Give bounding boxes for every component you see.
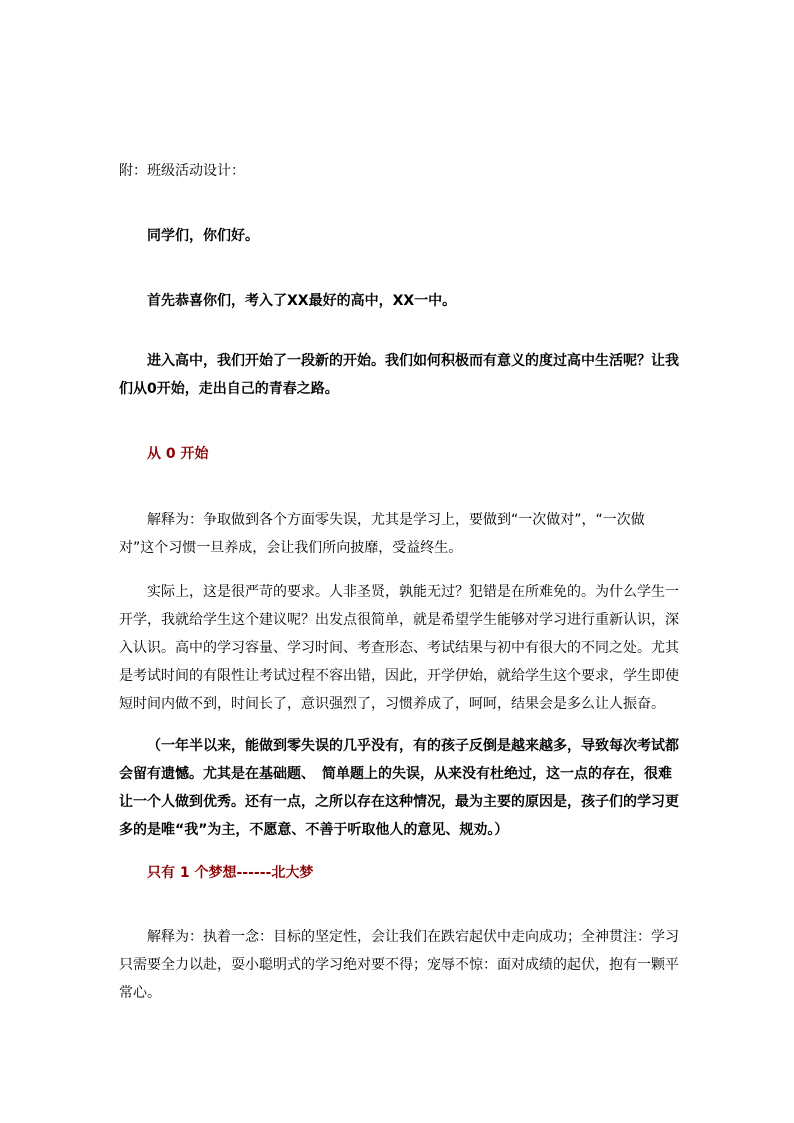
congrats-paragraph: 首先恭喜你们，考入了XX最好的高中，XX一中。 bbox=[147, 293, 457, 309]
section1-explanation: 解释为：争取做到各个方面零失误，尤其是学习上，要做到“一次做对”，“一次做对”这个习惯一旦养成，会让我们所向披靡，受益终生。 bbox=[119, 512, 645, 556]
doc-heading: 附：班级活动设计： bbox=[119, 163, 245, 179]
section-title-zero: 从 0 开始 bbox=[147, 446, 209, 462]
section-title-dream: 只有 1 个梦想------北大梦 bbox=[147, 865, 314, 881]
section1-detail: 实际上，这是很严苛的要求。人非圣贤，孰能无过？犯错是在所难免的。为什么学生一开学，我就给学生这个建议呢？出发点很简单，就是希望学生能够对学习进行重新认识，深入认识。高中的学习容量、学习时间、考查形态、考试结果与初中有很大的不同之处。尤其是考试时间的有限性让考试过程不容出错，因此，开学伊始，就给学生这个要求，学生即使短时间内做不到，时间长了，意识强烈了，习惯养成了，呵呵，结果会是多么让人振奋。 bbox=[119, 584, 679, 712]
intro-paragraph: 进入高中，我们开始了一段新的开始。我们如何积极而有意义的度过高中生活呢？让我们从0开始，走出自己的青春之路。 bbox=[119, 353, 679, 397]
section1-note: （一年半以来，能做到零失误的几乎没有，有的孩子反倒是越来越多，导致每次考试都会留有遗憾。尤其是在基础题、 简单题上的失误，从来没有杜绝过，这一点的存在，很难让一个人做到优秀。还有一点，之所以存在这种情况，最为主要的原因是，孩子们的学习更多的是唯“我”为主，不愿意、不善于听取他人的意见、规劝。） bbox=[119, 738, 679, 838]
greeting: 同学们，你们好。 bbox=[147, 228, 259, 244]
section2-explanation: 解释为：执着一念：目标的坚定性，会让我们在跌宕起伏中走向成功；全神贯注：学习只需要全力以赴，耍小聪明式的学习绝对要不得；宠辱不惊：面对成绩的起伏，抱有一颗平常心。 bbox=[119, 929, 679, 1001]
